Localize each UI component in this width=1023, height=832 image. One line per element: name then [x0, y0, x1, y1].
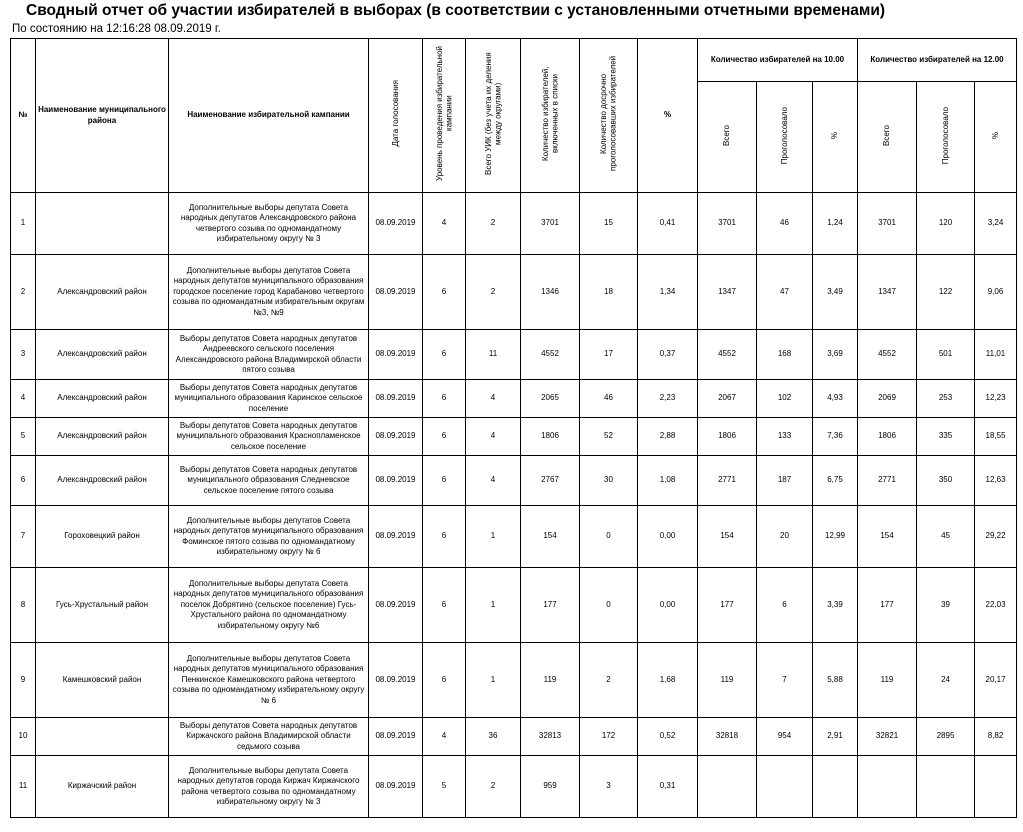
col-header-voted-10: Проголосовало [757, 82, 813, 193]
cell-early: 18 [580, 255, 638, 330]
cell-district: Гороховецкий район [36, 506, 169, 568]
cell-district: Александровский район [36, 380, 169, 418]
cell-t12: 3701 [858, 193, 917, 255]
col-header-early: Количество досрочно проголосовавших избирателей [580, 39, 638, 193]
cell-v10: 7 [757, 643, 813, 718]
cell-uik: 2 [466, 756, 521, 818]
cell-p10: 6,75 [813, 456, 858, 506]
cell-district: Камешковский район [36, 643, 169, 718]
cell-campaign: Выборы депутатов Совета народных депутатов Киржачского района Владимирской области седьмого созыва [169, 718, 369, 756]
col-header-num: № [11, 39, 36, 193]
table-row [11, 418, 1017, 456]
cell-level: 6 [423, 456, 466, 506]
table-row [11, 718, 1017, 756]
table-body [11, 193, 1017, 818]
cell-pct: 0,31 [638, 756, 698, 818]
cell-voters: 1346 [521, 255, 580, 330]
cell-date: 08.09.2019 [369, 568, 423, 643]
cell-v12: 253 [917, 380, 975, 418]
cell-t10: 119 [698, 643, 757, 718]
table-row [11, 756, 1017, 818]
cell-early: 52 [580, 418, 638, 456]
cell-t12: 32821 [858, 718, 917, 756]
cell-early: 2 [580, 643, 638, 718]
group-header-1200: Количество избирателей на 12.00 [858, 39, 1017, 82]
cell-campaign: Выборы депутатов Совета народных депутатов муниципального образования Каринское сельское поселение [169, 380, 369, 418]
cell-early: 3 [580, 756, 638, 818]
cell-district [36, 718, 169, 756]
cell-v12: 501 [917, 330, 975, 380]
cell-p10: 3,39 [813, 568, 858, 643]
table-row [11, 380, 1017, 418]
cell-t10: 3701 [698, 193, 757, 255]
cell-pct: 2,23 [638, 380, 698, 418]
table-row [11, 506, 1017, 568]
cell-n: 11 [11, 756, 36, 818]
cell-uik: 4 [466, 380, 521, 418]
cell-district: Александровский район [36, 330, 169, 380]
table-row [11, 456, 1017, 506]
cell-voters: 1806 [521, 418, 580, 456]
cell-early: 30 [580, 456, 638, 506]
cell-v10: 133 [757, 418, 813, 456]
cell-district [36, 193, 169, 255]
cell-t10: 2771 [698, 456, 757, 506]
cell-date: 08.09.2019 [369, 506, 423, 568]
cell-t12: 177 [858, 568, 917, 643]
report-title: Сводный отчет об участии избирателей в выборах (в соответствии с установленными отчетными временами) [26, 2, 886, 19]
cell-early: 15 [580, 193, 638, 255]
cell-uik: 11 [466, 330, 521, 380]
cell-t12 [858, 756, 917, 818]
cell-t12: 154 [858, 506, 917, 568]
cell-p10: 3,49 [813, 255, 858, 330]
cell-v12: 2895 [917, 718, 975, 756]
cell-campaign: Дополнительные выборы депутатов Совета народных депутатов муниципального образования Пенкинское Камешковского района четвертого созыва по одномандатному избирательному округу № 6 [169, 643, 369, 718]
cell-n: 6 [11, 456, 36, 506]
cell-t10: 1806 [698, 418, 757, 456]
cell-p12: 8,82 [975, 718, 1017, 756]
cell-v12: 122 [917, 255, 975, 330]
cell-p12 [975, 756, 1017, 818]
cell-early: 46 [580, 380, 638, 418]
cell-pct: 2,88 [638, 418, 698, 456]
cell-p10: 7,36 [813, 418, 858, 456]
cell-t10: 4552 [698, 330, 757, 380]
cell-voters: 154 [521, 506, 580, 568]
cell-uik: 1 [466, 643, 521, 718]
cell-level: 6 [423, 643, 466, 718]
cell-v12: 24 [917, 643, 975, 718]
cell-p10: 1,24 [813, 193, 858, 255]
cell-t10: 32818 [698, 718, 757, 756]
col-header-date: Дата голосования [369, 39, 423, 193]
table-row [11, 568, 1017, 643]
cell-voters: 3701 [521, 193, 580, 255]
cell-date: 08.09.2019 [369, 418, 423, 456]
cell-n: 3 [11, 330, 36, 380]
cell-early: 0 [580, 568, 638, 643]
cell-p10: 3,69 [813, 330, 858, 380]
col-header-level: Уровень проведения избирательной кампании [423, 39, 466, 193]
cell-date: 08.09.2019 [369, 193, 423, 255]
table-row [11, 643, 1017, 718]
cell-pct: 0,37 [638, 330, 698, 380]
cell-level: 4 [423, 718, 466, 756]
cell-n: 9 [11, 643, 36, 718]
col-header-pct-10: % [813, 82, 858, 193]
cell-campaign: Дополнительные выборы депутата Совета народных депутатов муниципального образования поселок Добрятино (сельское поселение) Гусь-Хрустального района по одномандатному избирательному округу №6 [169, 568, 369, 643]
col-header-uik: Всего УИК (без учета их деления между округами) [466, 39, 521, 193]
cell-campaign: Дополнительные выборы депутатов Совета народных депутатов муниципального образования Фоминское пятого созыва по одномандатному избирательному округу № 6 [169, 506, 369, 568]
cell-uik: 36 [466, 718, 521, 756]
cell-t10: 154 [698, 506, 757, 568]
table-row [11, 255, 1017, 330]
cell-p10: 2,91 [813, 718, 858, 756]
cell-uik: 2 [466, 255, 521, 330]
cell-n: 10 [11, 718, 36, 756]
cell-p10: 5,88 [813, 643, 858, 718]
cell-level: 6 [423, 418, 466, 456]
cell-campaign: Дополнительные выборы депутата Совета народных депутатов города Киржач Киржачского района четвертого созыва по одномандатному избирательному округу № 3 [169, 756, 369, 818]
cell-p12: 12,23 [975, 380, 1017, 418]
cell-early: 172 [580, 718, 638, 756]
cell-t12: 1347 [858, 255, 917, 330]
cell-v10: 46 [757, 193, 813, 255]
cell-p12: 11,01 [975, 330, 1017, 380]
cell-n: 1 [11, 193, 36, 255]
group-header-1000: Количество избирателей на 10.00 [698, 39, 858, 82]
col-header-total-10: Всего [698, 82, 757, 193]
cell-pct: 1,34 [638, 255, 698, 330]
cell-t12: 119 [858, 643, 917, 718]
cell-date: 08.09.2019 [369, 456, 423, 506]
cell-early: 17 [580, 330, 638, 380]
cell-date: 08.09.2019 [369, 255, 423, 330]
table-row [11, 330, 1017, 380]
cell-v10: 47 [757, 255, 813, 330]
cell-t10: 2067 [698, 380, 757, 418]
cell-level: 6 [423, 506, 466, 568]
cell-p10: 4,93 [813, 380, 858, 418]
cell-n: 8 [11, 568, 36, 643]
cell-pct: 1,68 [638, 643, 698, 718]
cell-uik: 1 [466, 568, 521, 643]
cell-v12: 45 [917, 506, 975, 568]
cell-campaign: Выборы депутатов Совета народных депутатов муниципального образования Следневское сельское поселение пятого созыва [169, 456, 369, 506]
cell-pct: 0,41 [638, 193, 698, 255]
cell-date: 08.09.2019 [369, 330, 423, 380]
cell-n: 5 [11, 418, 36, 456]
cell-v10: 954 [757, 718, 813, 756]
cell-voters: 2767 [521, 456, 580, 506]
cell-v10: 187 [757, 456, 813, 506]
cell-t12: 1806 [858, 418, 917, 456]
cell-voters: 32813 [521, 718, 580, 756]
col-header-pct: % [638, 39, 698, 193]
cell-district: Александровский район [36, 255, 169, 330]
cell-district: Александровский район [36, 456, 169, 506]
cell-voters: 4552 [521, 330, 580, 380]
col-header-pct-12: % [975, 82, 1017, 193]
cell-pct: 0,00 [638, 568, 698, 643]
cell-voters: 119 [521, 643, 580, 718]
cell-v10: 102 [757, 380, 813, 418]
cell-v12: 335 [917, 418, 975, 456]
cell-p12: 12,63 [975, 456, 1017, 506]
turnout-table [10, 38, 1017, 818]
cell-p12: 20,17 [975, 643, 1017, 718]
cell-v12 [917, 756, 975, 818]
cell-t10: 177 [698, 568, 757, 643]
cell-n: 2 [11, 255, 36, 330]
cell-district: Киржачский район [36, 756, 169, 818]
cell-p12: 22,03 [975, 568, 1017, 643]
cell-level: 6 [423, 380, 466, 418]
cell-v12: 120 [917, 193, 975, 255]
cell-t12: 2069 [858, 380, 917, 418]
cell-level: 6 [423, 330, 466, 380]
cell-v10 [757, 756, 813, 818]
cell-v10: 6 [757, 568, 813, 643]
cell-n: 4 [11, 380, 36, 418]
cell-voters: 177 [521, 568, 580, 643]
cell-level: 5 [423, 756, 466, 818]
cell-campaign: Дополнительные выборы депутатов Совета народных депутатов муниципального образования городское поселение город Карабаново четвертого созыва по одномандатным избирательным округам №3, №9 [169, 255, 369, 330]
cell-v10: 20 [757, 506, 813, 568]
cell-campaign: Выборы депутатов Совета народных депутатов муниципального образования Краснопламенское сельское поселение [169, 418, 369, 456]
cell-pct: 1,08 [638, 456, 698, 506]
table-row [11, 193, 1017, 255]
cell-level: 6 [423, 255, 466, 330]
cell-pct: 0,52 [638, 718, 698, 756]
cell-district: Александровский район [36, 418, 169, 456]
col-header-campaign: Наименование избирательной кампании [169, 39, 369, 193]
cell-campaign: Дополнительные выборы депутата Совета народных депутатов Александровского района четвертого созыва по одномандатному избирательному округу № 3 [169, 193, 369, 255]
cell-p12: 18,55 [975, 418, 1017, 456]
cell-level: 4 [423, 193, 466, 255]
cell-date: 08.09.2019 [369, 380, 423, 418]
cell-date: 08.09.2019 [369, 718, 423, 756]
cell-voters: 959 [521, 756, 580, 818]
cell-uik: 2 [466, 193, 521, 255]
cell-v12: 39 [917, 568, 975, 643]
cell-district: Гусь-Хрустальный район [36, 568, 169, 643]
col-header-total-12: Всего [858, 82, 917, 193]
col-header-voters: Количество избирателей, включенных в списки [521, 39, 580, 193]
cell-pct: 0,00 [638, 506, 698, 568]
cell-voters: 2065 [521, 380, 580, 418]
cell-v10: 168 [757, 330, 813, 380]
cell-level: 6 [423, 568, 466, 643]
cell-p12: 29,22 [975, 506, 1017, 568]
cell-date: 08.09.2019 [369, 756, 423, 818]
cell-t10: 1347 [698, 255, 757, 330]
cell-p12: 3,24 [975, 193, 1017, 255]
cell-campaign: Выборы депутатов Совета народных депутатов Андреевского сельского поселения Александровского района Владимирской области пятого созыва [169, 330, 369, 380]
col-header-voted-12: Проголосовало [917, 82, 975, 193]
cell-date: 08.09.2019 [369, 643, 423, 718]
cell-p10 [813, 756, 858, 818]
cell-uik: 4 [466, 456, 521, 506]
cell-t10 [698, 756, 757, 818]
cell-t12: 4552 [858, 330, 917, 380]
cell-early: 0 [580, 506, 638, 568]
cell-uik: 4 [466, 418, 521, 456]
cell-v12: 350 [917, 456, 975, 506]
cell-n: 7 [11, 506, 36, 568]
cell-uik: 1 [466, 506, 521, 568]
cell-t12: 2771 [858, 456, 917, 506]
cell-p12: 9,06 [975, 255, 1017, 330]
col-header-district: Наименование муниципального района [36, 39, 169, 193]
report-timestamp: По состоянию на 12:16:28 08.09.2019 г. [12, 23, 221, 35]
cell-p10: 12,99 [813, 506, 858, 568]
